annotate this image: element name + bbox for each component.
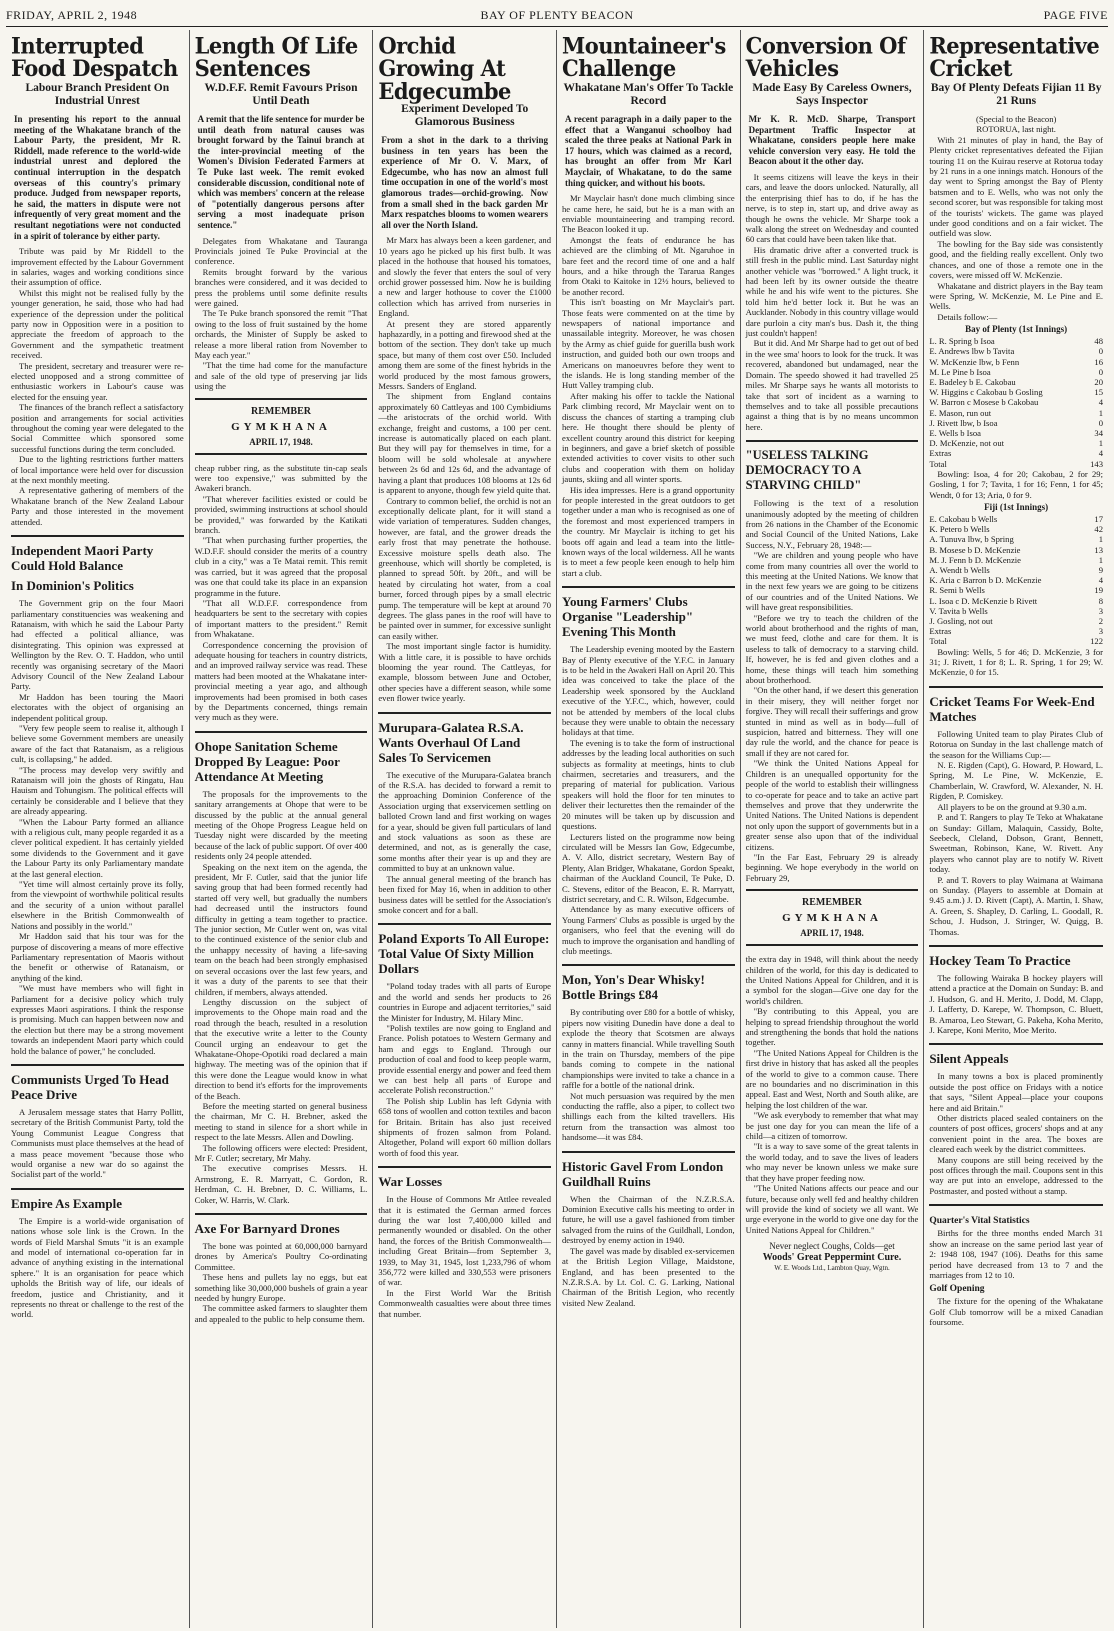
paragraph: The annual general meeting of the branch has been fixed for May 16, when in addition to other business dates will be settled for the Association's smoke concert and for a ball. (378, 873, 551, 915)
paragraph: The committee asked farmers to slaughter them and appealed to the public to help consume them. (194, 1303, 368, 1324)
batsman: W. Barron c Mosese b Cakobau (929, 397, 1039, 408)
runs: 17 (1094, 513, 1103, 524)
headline: Independent Maori Party Could Hold Balance (11, 543, 154, 574)
paragraph: In the House of Commons Mr Attlee revealed that it is estimated the German armed forces during the war lost 7,400,000 killed and permanently wounded or disabled. On the other hand, the forces of the British Commonwealth—including Great Britain—from September 3, 1939, to May 31, 1945, lost 1,233,796 of whom 356,772 were killed and 330,553 were prisoners of war. (378, 1194, 551, 1288)
score-row (929, 367, 1103, 377)
batsman: E. Cakobau b Wells (929, 513, 998, 524)
article-body (195, 236, 368, 392)
article-body (11, 1107, 184, 1180)
notice-date: APRIL 17, 1948. (249, 436, 313, 447)
score-row (929, 428, 1103, 438)
batsman: M. Le Pine b Isoa (929, 366, 991, 377)
headline: Hockey Team To Practice (929, 952, 1071, 968)
paragraph: This isn't boasting on Mr Mayclair's part. Those feats were commented on at the time by newspapers of national importance and unassailable integrity. Moreover, he was chosen by the Army as chief guide for guerilla bush work instruction, and guided both our own troops and Americans on manoeuvres before they went to the islands. He is long standing member of the Hutt Valley tramping club. (562, 297, 735, 391)
batsman: J. Gosling, not out (929, 616, 993, 627)
ad-product-name: Woods' Great Peppermint Cure. (762, 1252, 902, 1264)
paragraph: "That when purchasing further properties, the W.D.F.F. should consider the merits of a country club in a city," was a Te Matai remit. This remit was carried, but it was agreed that the proposal was one that could take its place in an expansion programme in the future. (194, 535, 368, 598)
paragraph: "The process may develop very swiftly and Ratanaism will join the ghosts of Ringatu, Hau Hauism and Tohungism. The political effects will certainly be considerable and I believe that they are already appearing. (11, 764, 184, 817)
paragraph: "That all W.D.F.F. correspondence from headquarters be sent to the secretary with copies of important matters to the president." Remit from Whakatane. (194, 597, 368, 640)
score-row (929, 524, 1103, 534)
score-row (929, 377, 1103, 387)
paragraph: The president, secretary and treasurer were re-elected unopposed and a strong committee of enthusiastic workers in Labour's cause was elected for the ensuing year. (11, 360, 184, 402)
score-row (929, 596, 1103, 606)
paragraph: By contributing over £80 for a bottle of whisky, pipers now visiting Dunedin have done a deal to explode the theory that Scotsmen are always canny in matters financial. While travelling South in the train on Thursday, members of the pipe bands coming to compete in the national championships were invited to take a chance in a raffle for a bottle of the national drink. (562, 1007, 735, 1091)
paragraph: Contrary to common belief, the orchid is not an exceptionally delicate plant, for it will stand a wide variation of temperatures. Sudden changes, however, are fatal, and the grower dreads the early frost that may penetrate the hothouse. Excessive moisture spells death also. The greenhouse, which will shortly be completed, is planned to spread 50ft. by 20ft., and will be heated by circulating hot water, from a coal burner, forced through pipes by a small electric pump. The temperature will be kept at around 70 degrees. The glass panes in the roof will have to be painted over in summer, for excessive sunlight can easily wither. (378, 495, 551, 641)
paragraph: Whakatane and district players in the Bay team were Spring, W. McKenzie, M. Le Pine and E. Wells. (929, 280, 1103, 312)
paragraph: "That the time had come for the manufacture and sale of the old type of preserving jar lids using the (194, 360, 368, 392)
paragraph: The executive of the Murupara-Galatea branch of the R.S.A. has decided to forward a remit to the approaching Dominion Conference of the Association urging that exservicemen settling on balloted Crown land and first working on wages for a year, should be given full particulars of land and stock valuations as soon as these are determined, and not, as is generally the case, some months after their year is up and they are committed to buy at an unknown value. (378, 769, 551, 874)
runs: 143 (1090, 458, 1103, 469)
paragraph: "By contributing to this Appeal, you are helping to spread friendship throughout the world and strengthening the bonds that hold the nations together. (745, 1006, 919, 1048)
article-body (195, 789, 368, 1205)
paragraph: A representative gathering of members of the Whakatane branch of the New Zealand Labour Party and those interested in the movement attended. (11, 485, 184, 527)
score-row (929, 448, 1103, 458)
article-gavel (562, 1151, 735, 1308)
notice-line: REMEMBER (250, 405, 311, 417)
headline: Interrupted Food Despatch (11, 31, 178, 82)
runs: 4 (1098, 397, 1103, 408)
headline: Silent Appeals (929, 1051, 1009, 1067)
article-body (929, 1296, 1103, 1327)
subhead: Bay Of Plenty Defeats Fijian 11 By 21 Runs (930, 82, 1102, 107)
headline: Representative Cricket (929, 31, 1100, 82)
score-row (929, 626, 1103, 636)
paragraph: The bone was pointed at 60,000,000 barnyard drones by America's Poultry Co-ordinating Committee. (194, 1241, 368, 1272)
notice-title: GYMKHANA (231, 420, 331, 433)
headline: Golf Opening (929, 1284, 985, 1295)
runs: 1 (1098, 554, 1103, 565)
paragraph: The proposals for the improvements to the sanitary arrangements at Ohope that were to be discussed by the public at the annual general meeting of the Ohope Progress League held on Tuesday night were discarded by the meeting because of the lack of public support. Of over 400 residents only 24 people attended. (194, 788, 368, 862)
notice-line: REMEMBER (801, 897, 862, 909)
headline: Cricket Teams For Week-End Matches (929, 693, 1095, 724)
batsman: V. Tavita b Wells (929, 605, 988, 616)
headline: War Losses (378, 1174, 443, 1190)
batsman: Total (929, 458, 947, 469)
batsman: E. Badeley b E. Cakobau (929, 376, 1016, 387)
ad-maker: W. E. Woods Ltd., Lambton Quay, Wgtn. (774, 1264, 890, 1273)
article-body (562, 1007, 735, 1142)
subhead: Labour Branch President On Industrial Unrest (25, 82, 170, 107)
paragraph: "Polish textiles are now going to England and France. Polish potatoes to Western Germany and ham and eggs to England. Through our production of coal and food to keep people warm, provide essential energy and power and feed them we can best help all parts of Europe and accelerate Polish reconstruction." (378, 1022, 551, 1096)
runs: 0 (1098, 417, 1103, 428)
runs: 0 (1098, 366, 1103, 377)
lead-paragraph: From a shot in the dark to a thriving business in ten years has been the experience of Mr O. V. Marx, of Edgecumbe, who has now an almost full time occupation in one of the world's most glamorous trades—orchid-growing. Now from a small shed in the back garden Mr Marx respatches blooms to women wearers all over the North Island. (381, 135, 548, 230)
paragraph: "On the other hand, if we desert this generation in their misery, they will neither forget nor forgive. They will recall their sufferings and grow stunted in mind as well as in body—full of suspicion, hatred and bitterness. They will one day rule the world, and the chance for peace is small if they are not cared for. (745, 685, 919, 758)
article-body (562, 644, 735, 956)
batsman: A. Wendt b Wells (929, 565, 990, 575)
paragraph: Mr Marx has always been a keen gardener, and 10 years ago he picked up his first bulb. It was placed in the hothouse that housed his tomatoes, and slowly the fever that enters the soul of very orchid grower possessed him. Now he is building a new and larger hothouse to cover the £1000 collection which has arrived from nurseries in England. (378, 235, 551, 319)
runs: 1 (1098, 438, 1103, 449)
runs: 0 (1098, 346, 1103, 357)
article-ohope-sanitation (195, 731, 368, 1205)
paragraph: Due to the lighting restrictions further matters of local importance were held over for discussion at the next monthly meeting. (11, 454, 184, 486)
score-row (929, 418, 1103, 428)
paragraph: The following Wairaka B hockey players will attend a practice at the Domain on Sunday: B. and J. Hudson, G. and H. Merito, J. Dodd, M. Clapp, J. Lafferty, D. Karepe, W. Thompson, C. Bluett, B. Amaroa, Leo Stewart, G. Pakeha, Koha Merito, J. Karepe, Koni Merito, Moe Merito. (929, 972, 1103, 1035)
paragraph: The Te Puke branch sponsored the remit "That owing to the loss of fruit sustained by the home orchards, the Minister of Supply be asked to release a more liberal ration from November to May each year." (194, 308, 368, 360)
gymkhana-notice (746, 889, 919, 946)
scorecard-fiji (929, 514, 1103, 647)
paper-name: BAY OF PLENTY BEACON (480, 8, 634, 22)
paragraph: the extra day in 1948, will think about the needy children of the world, for this day is dedicated to the United Nations Appeal for Children, and it is a symbol for the slogan—Give one day for the world's children. (745, 954, 919, 1006)
score-row (929, 636, 1103, 646)
paragraph: At present they are stored apparently haphazardly, in a potting and firewood shed at the bottom of the section. They don't take up much space, but many of them cost over £50. Included among them are some of the finest hybrids in the world produced by the most famous growers, Messrs. Sanders of England. (378, 318, 551, 392)
article-body (378, 981, 551, 1158)
runs: 1 (1098, 534, 1103, 545)
column-6 (924, 30, 1108, 1628)
runs: 42 (1094, 524, 1103, 535)
paragraph: The executive comprises Messrs. H. Armstrong, E. R. Marryatt, C. Gordon, R. Herdman, C. H. Brebner, D. C. Williams, L. Coker, W. Harris, W. Clark. (194, 1163, 368, 1205)
headline: Mon, Yon's Dear Whisky! Bottle Brings £84 (562, 972, 705, 1003)
batsman: L. Isoa c D. McKenzie b Rivett (929, 595, 1038, 606)
paragraph: These hens and pullets lay no eggs, but eat something like 30,000,000 bushels of grain a year needed by hungry Europe. (194, 1272, 368, 1304)
article-body (562, 193, 735, 578)
ad-product (746, 1252, 919, 1263)
column-5 (741, 30, 925, 1628)
headline: "USELESS TALKING DEMOCRACY TO A STARVING CHILD" (745, 448, 869, 493)
score-row (929, 357, 1103, 367)
headline: Empire As Example (11, 1195, 122, 1211)
paragraph: "Poland today trades with all parts of Europe and the world and sends her products to 26 countries in Europe and adjacent territories," said the Minister for Industry, M. Hilary Minc. (378, 981, 551, 1023)
scorecard-heading: Fiji (1st Innings) (984, 501, 1049, 512)
article-maori-party (11, 535, 184, 1056)
paragraph: The Government grip on the four Maori parliamentary constituencies was weakening and Ratanaism, with which he said the Labour Party had effected a political alliance, was disintegrating. This opinion was expressed at Wellington by the Rev. O. T. Haddon, who until recently was organising secretary of the Maori Advisory Council of the New Zealand Labour Party. (11, 598, 184, 692)
runs: 122 (1090, 636, 1103, 647)
article-young-farmers (562, 586, 735, 956)
paragraph: "We think the United Nations Appeal for Children is an unequalled opportunity for the people of the world to establish their willingness to co-operate for peace and to take an active part themselves and prove that they underwrite the United Nations. The United Nations is dependent not only upon the support of governments but in a greater sense also upon that of the individual citizens. (745, 758, 919, 852)
paragraph: "Yet time will almost certainly prove its folly, from the viewpoint of worthwhile political results and the security of a union without parallel elsewhere in the British Commonwealth of Nations and possibly in the world." (11, 879, 184, 931)
article-body (562, 1194, 735, 1308)
paragraph: When the Chairman of the N.Z.R.S.A. Dominion Executive calls his meeting to order in future, he will use a gavel fashioned from timber salvaged from the ruins of the Guildhall, London, destroyed by enemy action in 1940. (562, 1193, 735, 1246)
runs: 1 (1098, 407, 1103, 418)
lead-paragraph: Mr K. R. McD. Sharpe, Transport Department Traffic Inspector at Whakatane, considers people here make vehicle conversion very easy. He told the Beacon about it the other day. (748, 114, 916, 167)
column-4 (557, 30, 741, 1628)
subhead: Experiment Developed To Glamorous Business (401, 103, 529, 128)
subhead: Whakatane Man's Offer To Tackle Record (563, 82, 734, 107)
article-starving-child (746, 440, 919, 1274)
notice-date: APRIL 17, 1948. (800, 928, 864, 939)
paragraph: "When the Labour Party formed an alliance with a religious cult, many people regarded it as a clever political expedient. It has certainly yielded some dividends to the Government and it gave the Labour Party its only Parliamentary mandate at the last general election. (11, 816, 184, 879)
paragraph: A Jerusalem message states that Harry Pollitt, secretary of the British Communist Party, told the Young Communist League Congress that Communists must place themselves at the head of a mass peace movement "because those who would organise a new war do so against the Socialist part of the world." (11, 1106, 184, 1180)
runs: 8 (1098, 595, 1103, 606)
article-body (378, 770, 551, 916)
page-number: PAGE FIVE (1043, 8, 1108, 22)
subhead: W.D.F.F. Remit Favours Prison Until Death (204, 82, 358, 107)
article-silent-appeals (929, 1043, 1103, 1196)
column-2 (190, 30, 374, 1628)
subhead: In Dominion's Politics (11, 578, 134, 594)
paragraph: Attendance by as many executive officers of Young Farmers' Clubs as possible is urged by the organisers, who feel that the evening will do much to improve the organisation and handling of club meetings. (562, 904, 735, 956)
paragraph: N. E. Rigden (Capt), G. Howard, P. Howard, L. Spring, M. Le Pine, W. McKenzie, E. Chamberlain, W. Crawford, W. Alexander, N. H. Rigden, P. Comiskey. (929, 760, 1103, 802)
batsman: K. Petero b Wells (929, 524, 990, 535)
score-row (929, 408, 1103, 418)
article-body (929, 1228, 1103, 1280)
runs: 4 (1098, 575, 1103, 586)
article-cricket-teams (929, 686, 1103, 937)
paragraph: The Polish ship Lublin has left Gdynia with 658 tons of woollen and cotton textiles and bacon for Britain. Britain has also just received shipments of frozen salmon from Poland. Altogether, Poland will export 60 million dollars worth of food this year. (378, 1095, 551, 1158)
article-body (929, 1071, 1103, 1196)
article-barnyard-drones (195, 1213, 368, 1324)
runs: 20 (1094, 376, 1103, 387)
ad-line: Never neglect Coughs, Colds—get (769, 1241, 895, 1252)
article-body (929, 973, 1103, 1035)
headline: Poland Exports To All Europe: Total Value Of Sixty Million Dollars (378, 931, 550, 977)
batsman: L. R. Spring b Isoa (929, 336, 995, 347)
article-whisky (562, 964, 735, 1142)
paragraph: Delegates from Whakatane and Tauranga Provincials joined Te Puke Provincial at the conference. (194, 235, 368, 267)
subhead: Made Easy By Careless Owners, Says Inspector (752, 82, 912, 107)
paragraph: Other districts placed sealed containers on the counters of post offices, grocers' shops and at any convenient point in the area. The boxes are cleared each week by the district committees. (929, 1113, 1103, 1155)
column-1 (6, 30, 190, 1628)
article-poland-exports (378, 923, 551, 1158)
lead-paragraph: A recent paragraph in a daily paper to the effect that a Wanganui schoolboy had scaled the three peaks at National Park in 17 hours, which was claimed as a record, has brought an offer from Mr Karl Mayclair, of Whakatane, to do the same thing quicker, and without his boots. (565, 114, 732, 188)
article-mountaineer (562, 31, 735, 578)
paragraph: Details follow:— (937, 311, 998, 322)
paragraph: "In the Far East, February 29 is already beginning. We hope everybody in the world on February 29, (745, 851, 919, 883)
batsman: B. Mosese b D. McKenzie (929, 544, 1021, 555)
paragraph: Tribute was paid by Mr Riddell to the improvement effected by the Labour Government in salaries, wages and working conditions since their assumption of office. (11, 246, 184, 288)
scorecard-heading: Bay of Plenty (1st Innings) (965, 324, 1068, 335)
runs: 16 (1094, 356, 1103, 367)
article-body (746, 498, 919, 883)
column-3 (373, 30, 557, 1628)
score-row (929, 514, 1103, 524)
batsman: A. Tunuva lbw, b Spring (929, 534, 1014, 545)
paragraph: Lecturers listed on the programme now being circulated will be Messrs Ian Gow, Edgecumbe, A. V. Allo, district secretary, Western Bay of Plenty, Alan Bridger, Whakatane, Gordon Speakt, chairman of the Auckland Council, Te Puke, D. C. Stevens, editor of the Beacon, E. R. Marryatt, district secretary, and C. R. Wilson, Edgecumbe. (562, 831, 735, 904)
batsman: E. Mason, run out (929, 407, 992, 418)
headline: Conversion Of Vehicles (745, 31, 906, 82)
article-body (929, 729, 1103, 937)
article-hockey-team (929, 945, 1103, 1035)
dateline: ROTORUA, last night. (976, 124, 1056, 135)
headline: Communists Urged To Head Peace Drive (11, 1071, 169, 1102)
paragraph: Bowling: Isoa, 4 for 20; Cakobau, 2 for 29; Gosling, 1 for 7; Tavita, 1 for 16; Fenn, 1 for 45; Wendt, 0 for 13; Aria, 0 for 9. (929, 468, 1103, 500)
paragraph: His idea impresses. Here is a grand opportunity for people interested in the great outdoors to get together under a man who is recognised as one of the foremost and most experienced trampers in the country. Mr Mayclair is itching to get his boots off again and lead a team into the little-known ways of the local wilderness. All he wants is to meet a few people keen enough to help him start a club. (562, 484, 735, 578)
paragraph: Not much persuasion was required by the men conducting the raffle, also a piper, to collect two shillings each from the kilted travellers. His return from the transaction was almost too handsome—it was £84. (562, 1090, 735, 1143)
article-empire (11, 1188, 184, 1320)
runs: 3 (1098, 626, 1103, 637)
score-row (929, 585, 1103, 595)
columns (6, 30, 1108, 1628)
paragraph: His dramatic drive after a converted truck is still fresh in the public mind. Last Saturday night another vehicle was "borrowed." A light truck, it had been left by its owner outside the theatre while he and his wife went to the pictures. She told him he'd better lock it. But he was an Aucklander. Nobody in this country village would dare purloin a city man's bus. Dash it, the thing just couldn't happen! (745, 244, 919, 339)
article-body-continued (195, 463, 368, 723)
headline: Young Farmers' Clubs Organise "Leadership" Evening This Month (562, 594, 694, 640)
gymkhana-notice (195, 398, 368, 455)
article-communists (11, 1064, 184, 1180)
lead-paragraph: In presenting his report to the annual meeting of the Whakatane branch of the Labour Party, the president, Mr R. Riddell, made reference to the world-wide industrial unrest and deplored the continual interruption in the despatch overseas of this country's primary produce. Judged from newspaper reports, he said, the matters in dispute were not infrequently of very great moment and the resultant negotiations were not conducted in a spirit of tolerance by either party. (14, 114, 181, 241)
runs: 19 (1094, 585, 1103, 596)
paragraph: The Leadership evening mooted by the Eastern Bay of Plenty executive of the Y.F.C. in January is to be held in the Awakeri Hall on April 20. This idea was conceived to take the place of the Leadership week sponsored by the Auckland executive of the Y.F.C., which, however, could not be attended by members of the local clubs because they were unable to obtain the necessary holidays at that time. (562, 644, 735, 738)
headline: Axe For Barnyard Drones (194, 1221, 340, 1237)
article-vehicle-conversion (745, 31, 919, 432)
headline: Historic Gavel From London Guildhall Ruins (562, 1158, 724, 1189)
article-body (746, 172, 919, 432)
article-body (378, 1194, 551, 1319)
batsman: W. Higgins c Cakobau b Gosling (929, 387, 1043, 398)
runs: 2 (1098, 616, 1103, 627)
runs: 34 (1094, 427, 1103, 438)
article-body (11, 598, 184, 1056)
headline: Murupara-Galatea R.S.A. Wants Overhaul Of Land Sales To Servicemen (378, 719, 524, 765)
paragraph: But it did. And Mr Sharpe had to get out of bed in the wee sma' hoors to look for the truck. It was recovered, abandoned but undamaged, near the Domain. The speedo showed it had travelled 25 miles. Mr Sharpe says he wants all motorists to take that sort of incident as a warning to themselves and to take all possible precautions against a thing that is by no means uncommon here. (745, 338, 919, 432)
headline: Quarter's Vital Statistics (929, 1216, 1030, 1227)
paragraph: "We ask everybody to remember that what may be just one day for you can mean the life of a child—a citizen of tomorrow. (745, 1110, 919, 1142)
paragraph: "The United Nations affects our peace and our future, because only well fed and healthy children will provide the kind of society we all want. We urge everyone in the world to give one day for the United Nations Appeal for Children." (745, 1183, 919, 1235)
notice-title: GYMKHANA (782, 912, 882, 925)
paragraph: The finances of the branch reflect a satisfactory position and arrangements for social activities throughout the coming year were delegated to the Social Committee which sponsored some successful functions during the term concluded. (11, 402, 184, 454)
paragraph: "The United Nations Appeal for Children is the first drive in history that has asked all the peoples of the world to give to a common cause. There are no boundaries and no discrimination in this appeal. East and West, North and South alike, are helping the lost children of the war. (745, 1047, 919, 1110)
article-life-sentences (194, 31, 368, 723)
batsman: Extras (929, 626, 952, 637)
runs: 4 (1098, 448, 1103, 459)
batsman: M. J. Fenn b D. McKenzie (929, 554, 1021, 565)
paragraph: "Before we try to teach the children of the world about brotherhood and the rights of man, we must feed, clothe and care for them. It is useless to talk of democracy to a starving child. If, however, he is fed and given clothes and a home, these things will teach him something about brotherhood. (745, 612, 919, 686)
paragraph: Correspondence concerning the provision of adequate housing for teachers in country districts, and an improved railway service was read. These matters had been mooted at the Whakatane inter-provincial meeting a year ago, and although improvements had been promised in both cases by the Departments concerned, things remain very much as they were. (194, 639, 368, 723)
score-row (929, 545, 1103, 555)
score-row (929, 346, 1103, 356)
score-row (929, 387, 1103, 397)
paragraph: Bowling: Wells, 5 for 46; D. McKenzie, 3 for 31; J. Rivett, 1 for 8; L. R. Spring, 1 for 29; W. McKenzie, 0 for 15. (929, 646, 1103, 678)
runs: 3 (1098, 605, 1103, 616)
runs: 9 (1098, 565, 1103, 575)
article-war-losses (378, 1166, 551, 1319)
paragraph: "We are children and young people who have come from many countries all over the world to this meeting at the United Nations. We know that in the next few years we are going to be citizens of our countries and of the United Nations. We will have great responsibilities. (745, 550, 919, 613)
batsman: W. McKenzie lbw, b Fenn (929, 356, 1020, 367)
paragraph: In many towns a box is placed prominently outside the post office on Fridays with a notice that says, "Silent Appeal—place your coupons here and aid Britain." (929, 1071, 1103, 1113)
paragraph: P. and T. Rangers to play Te Teko at Whakatane on Sunday: Gillam, Malaquin, Cassidy, Bolte, Seebeck, Cleland, Dobson, Grant, Bennett, Sweetman, Robinson, Kane, W. Rivett. Any players who cannot play are to notify W. Rivett today. (929, 812, 1103, 875)
score-row (929, 565, 1103, 575)
article-food-despatch (11, 31, 184, 527)
paragraph: "We must have members who will fight in Parliament for a decisive policy which truly expresses Maori aspirations. I think the response is promising. Much can happen between now and the election but there may be a strong movement towards an independent Maori party which could hold the balance of power," he concluded. (11, 983, 184, 1056)
paragraph: With 21 minutes of play in hand, the Bay of Plenty cricket representatives defeated the Fijian touring 11 on the Kuirau reserve at Rotorua today by 21 runs in a one innings match. Honours of the day went to Spring amongst the Bay of Plenty batsmen and to E. Wells, who was not only the second scorer, but was responsible for taking most of the tourists' wickets. The game was played under good conditions and on a fair wicket. The outfield was slow. (929, 134, 1103, 239)
paragraph: P. and T. Rovers to play Waimana at Waimana on Sunday. (Players to assemble at Domain at 9.45 a.m.) J. D. Rivett (Capt), A. Martin, I. Shaw, A. Green, S. Shapley, D. Carling, L. Goodall, R. Schou, J. Hudson, J. Stringer, W. Quigg, B. Thomas. (929, 874, 1103, 937)
paragraph: Following is the text of a resolution unanimously adopted by the meeting of children from 26 nations in the Chamber of the Economic and Social Council of the United Nations, Lake Success, N.Y., February 28, 1948:— (745, 498, 919, 550)
paragraph: "That wherever facilities existed or could be provided, swimming instructions at school should be provided," was forwarded by the Katikati branch. (194, 493, 368, 536)
headline: Ohope Sanitation Scheme Dropped By League: Poor Attendance At Meeting (194, 738, 340, 784)
score-row (929, 459, 1103, 469)
paragraph: Amongst the feats of endurance he has achieved are the climbing of Mt. Ngaruhoe in bare feet and the record time of one and a half hours, and a hike through the Tararua Ranges from Otaki to Kaitoke in 12½ hours, believed to be another record. (562, 234, 735, 297)
article-body-continued (746, 954, 919, 1235)
paragraph: "It is a way to save some of the great talents in the world today, and to save the lives of leaders who may never be known unless we make sure that they have proper feeding now. (745, 1141, 919, 1183)
masthead (6, 4, 1108, 27)
batsman: K. Aria c Barron b D. McKenzie (929, 575, 1042, 586)
paragraph: The fixture for the opening of the Whakatane Golf Club tomorrow will be a mixed Canadian foursome. (929, 1296, 1103, 1328)
batsman: E. Wells b Isoa (929, 427, 981, 438)
paragraph: Remits brought forward by the various branches were considered, and it was decided to press the problems until some definite results were gained. (194, 266, 368, 308)
batsman: Total (929, 636, 947, 647)
article-orchid-growing (378, 31, 551, 704)
paragraph: The Empire is a world-wide organisation of nations whose sole link is the Crown. In the words of Field Marshal Smuts "it is an example and model of international co-operation far in advance of anything existing in the international sphere." It is an organisation for peace which upholds the British way of life, our ideals of freedom, justice and Christianity, and it represents no threat or challenge to the rest of the world. (11, 1215, 184, 1320)
score-row (929, 555, 1103, 565)
article-body (195, 1241, 368, 1324)
runs: 13 (1094, 544, 1103, 555)
batsman: D. McKenzie, not out (929, 438, 1005, 449)
paragraph: After making his offer to tackle the National Park climbing record, Mr Mayclair went on to discuss the chances of starting a tramping club here. He thought there should be plenty of excellent country around this district for keeping in beginners, and gave a brief sketch of possible extended activities to cover visits to other such clubs and cooperation with them on holiday jaunts, skiing and all winter sports. (562, 390, 735, 485)
paragraph: Lengthy discussion on the subject of improvements to the Ohope main road and the road through the beach, resulted in a resolution that the executive write a letter to the County Council urging an endeavour to get the Whakatane-Ohope-Opotiki road declared a main highway. The meeting was of the opinion that if this were done the League would know in what direction to bend it's efforts for the improvements of the Beach. (194, 996, 368, 1101)
paragraph: The most important single factor is humidity. With a little care, it is possible to have orchids blooming the year round. The Cattleyas, for example, blossom between June and October, other species have a different season, while some even flower twice yearly. (378, 641, 551, 704)
runs: 15 (1094, 387, 1103, 398)
headline: Length Of Life Sentences (194, 31, 358, 82)
paragraph: Mr Mayclair hasn't done much climbing since he came here, he said, but he is a man with an enviable mountaineering and tramping record. The Beacon looked it up. (562, 193, 735, 235)
article-vital-statistics (929, 1204, 1103, 1327)
lead-paragraph: A remit that the life sentence for murder be until death from natural causes was brought forward by the Tainui branch at the inter-provincial meeting of the Women's Division Federated Farmers at Te Puke last week. The remit evoked considerable discussion, conditional note of which was members' concern at the release of "potentially dangerous persons after serving a most inadequate prison sentence." (197, 114, 365, 230)
paragraph: The following officers were elected: President, Mr F. Cutler; secretary, Mr Mahy. (194, 1142, 368, 1163)
paragraph: Births for the three months ended March 31 show an increase on the same period last year of 2: 1948 108, 1947 (106). Deaths for this same period have decreased from 13 to 7 and the marriages from 12 to 10. (929, 1228, 1103, 1280)
paragraph: "Very few people seem to realise it, although I believe some Government members are uneasily aware of the fact that Ratanaism, as a religious cult, is collapsing," he added. (11, 722, 184, 765)
paragraph: Following United team to play Pirates Club of Rotorua on Sunday in the last challenge match of the season for the Williams Cup:— (929, 728, 1103, 760)
paragraph: In the First World War the British Commonwealth casualties were about three times that number. (378, 1287, 551, 1319)
score-row (929, 438, 1103, 448)
paragraph: The gavel was made by disabled ex-servicemen at the British Legion Village, Maidstone, England, and has been presented to the N.Z.R.S.A. by Lt. Col. C. G. Larking, National Chairman of the British Legion, who recently visited New Zealand. (562, 1245, 735, 1308)
paragraph: All players to be on the ground at 9.30 a.m. (937, 801, 1087, 812)
peppermint-cure-ad (746, 1241, 919, 1274)
paragraph: The evening is to take the form of instructional addresses by the leading local authorities on such subjects as formality at meetings, hints to club chairmen, secretaries and treasurers, and the preparing of material for publication. Various speakers will hold the floor for ten minutes to deliver their lecturettes then the remainder of the 20 minutes will be taken up by discussion and questions. (562, 737, 735, 832)
article-body (11, 1216, 184, 1320)
batsman: R. Semi b Wells (929, 585, 985, 596)
score-row (929, 575, 1103, 585)
paragraph: Mr Haddon said that his tour was for the purpose of discovering a means of more effective Parliamentary representation of Maoris without the benefit or otherwise of Ratanaism, or anything of the kind. (11, 931, 184, 983)
article-body (929, 114, 1103, 322)
score-row (929, 616, 1103, 626)
dateline: (Special to the Beacon) (975, 114, 1057, 124)
score-row (929, 336, 1103, 346)
article-body (378, 235, 551, 703)
scorecard-bay-of-plenty (929, 336, 1103, 469)
score-row (929, 606, 1103, 616)
issue-date: FRIDAY, APRIL 2, 1948 (6, 8, 138, 22)
headline: Mountaineer's Challenge (562, 31, 726, 82)
paragraph: It seems citizens will leave the keys in their cars, and leave the doors unlocked. Naturally, all the enterprising thief has to do, if he has the nerve, is to step in, start up, and drive away as though he owns the vehicle. Mr Sharpe took a walk along the street on Wednesday and counted 60 cars that could have been taken like that. (745, 171, 919, 245)
bowling-summary (929, 469, 1103, 500)
paragraph: Many coupons are still being received by the post offices through the mail. Coupons sent in this way are put into an envelope, addressed to the Postmaster, and posted without a stamp. (929, 1154, 1103, 1196)
paragraph: Before the meeting started on general business the chairman, Mr C. H. Brebner, asked the meeting to stand in silence for a short while in respect to the late Messrs. Allen and Dowling. (194, 1100, 368, 1143)
batsman: Extras (929, 448, 952, 459)
score-row (929, 534, 1103, 544)
headline: Orchid Growing At Edgecumbe (378, 31, 511, 105)
runs: 48 (1094, 336, 1103, 347)
score-row (929, 397, 1103, 407)
article-rsa-land-sales (378, 712, 551, 916)
article-body (11, 246, 184, 527)
paragraph: Speaking on the next item on the agenda, the president, Mr F. Cutler, said that the junior life saving group that had been formed recently had started off very well, but gradually the numbers had decreased until the instructors found difficulty in getting a team together to practice. The junior section, Mr Cutler went on, was vital to the continued existence of the senior club and the unhappy necessity of having a life-saving team on the beach had been strongly emphasised on several occasions over the last few years, and it was a duty of the parents to see that their children, if members, always attended. (194, 861, 368, 997)
paragraph: The shipment from England contains approximately 60 Cattleyas and 100 Cymbidiums—the aristocrats of the orchid world. With exchange, freight and customs, a 100 per cent. increase is automatically placed on each plant. But they will pay for themselves in time, for a bloom will be sold wholesale at anywhere between 2s 6d and 12s 6d, and the advantage of having a plant that produces 108 blooms at 12s 6d is apparent to anyone, though few yield quite that. (378, 391, 551, 496)
paragraph: cheap rubber ring, as the substitute tin-cap seals were too expensive," was submitted by the Awakeri branch. (194, 462, 368, 494)
paragraph: Whilst this might not be realised fully by the younger generation, he said, those who had had experience of the depression under the political party now in Opposition were in a position to appreciate the freedom of approach to the Government and the sympathetic treatment received. (11, 287, 184, 361)
paragraph: The bowling for the Bay side was consistently good, and the fielding really excellent. Only two chances, and one of those a remote one in the covers, were missed off W. McKenzie. (929, 238, 1103, 281)
batsman: J. Rivett lbw, b Isoa (929, 417, 998, 428)
batsman: E. Andrews lbw b Tavita (929, 346, 1015, 357)
bowling-summary (929, 647, 1103, 678)
article-representative-cricket (929, 31, 1103, 678)
paragraph: Mr Haddon has been touring the Maori electorates with the object of organising an independent political group. (11, 691, 184, 723)
